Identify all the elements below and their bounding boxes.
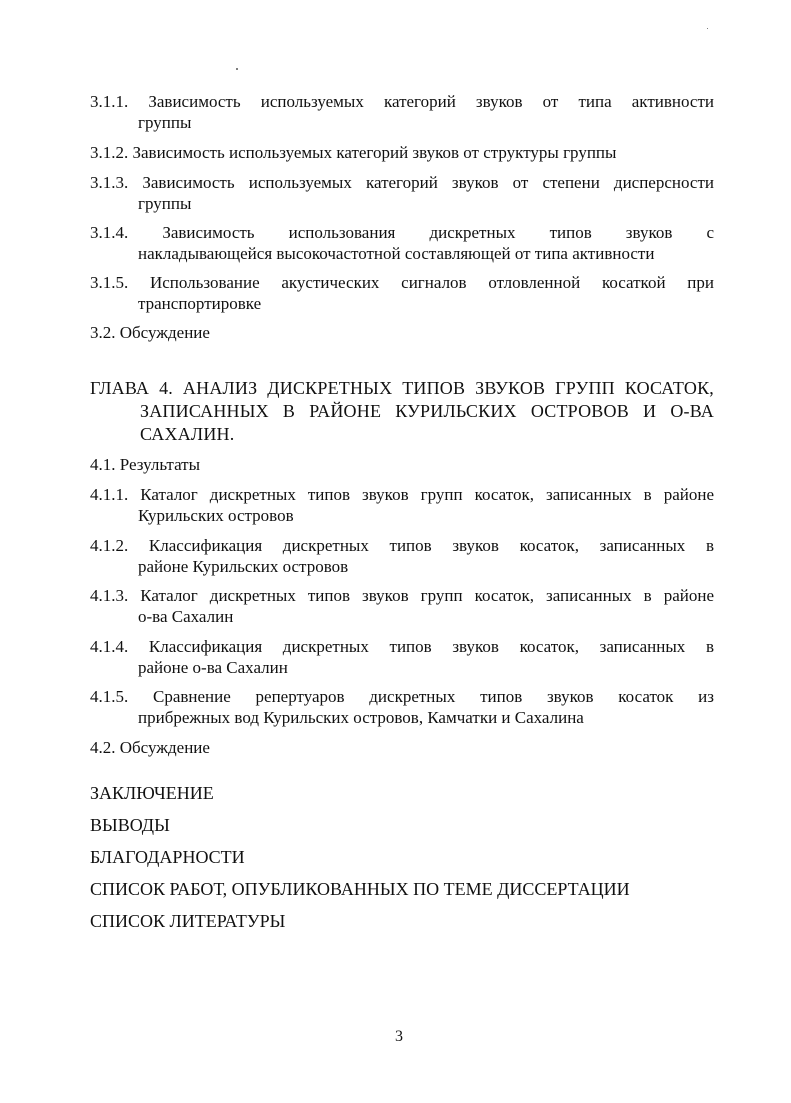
toc-entry-text: прибрежных вод Курильских островов, Камчатки и Сахалина bbox=[138, 708, 584, 727]
chapter-heading-4 bbox=[90, 377, 714, 446]
toc-section-references: СПИСОК ЛИТЕРАТУРЫ bbox=[90, 911, 286, 931]
toc-entry-4-2 bbox=[90, 737, 714, 758]
toc-entry-text: о-ва Сахалин bbox=[138, 607, 234, 626]
toc-entry-text: 3.1.3. Зависимость используемых категорий звуков от степени дисперсности bbox=[90, 173, 714, 192]
toc-section-publications: СПИСОК РАБОТ, ОПУБЛИКОВАННЫХ ПО ТЕМЕ ДИССЕРТАЦИИ bbox=[90, 879, 630, 899]
chapter-heading-text: ЗАПИСАННЫХ В РАЙОНЕ КУРИЛЬСКИХ ОСТРОВОВ И О-ВА bbox=[140, 401, 714, 421]
toc-entry-3-1-1 bbox=[90, 91, 714, 133]
toc-section-conclusion: ЗАКЛЮЧЕНИЕ bbox=[90, 783, 214, 803]
scan-speck bbox=[707, 28, 708, 29]
toc-entry-text: транспортировке bbox=[138, 294, 262, 313]
toc-entry-text: районе Курильских островов bbox=[138, 557, 349, 576]
toc-section-findings: ВЫВОДЫ bbox=[90, 815, 170, 835]
toc-entry-text: Курильских островов bbox=[138, 506, 294, 525]
toc-entry-text: 4.1.1. Каталог дискретных типов звуков групп косаток, записанных в районе bbox=[90, 485, 714, 504]
chapter-heading-text: САХАЛИН. bbox=[140, 424, 235, 444]
toc-entry-4-1-5 bbox=[90, 686, 714, 728]
page-number: 3 bbox=[395, 1028, 403, 1045]
scan-speck bbox=[236, 68, 238, 70]
toc-entry-4-1-3 bbox=[90, 585, 714, 627]
toc-entry-text: 4.2. Обсуждение bbox=[90, 738, 210, 757]
toc-entry-text: 3.1.5. Использование акустических сигналов отловленной косаткой при bbox=[90, 273, 714, 292]
toc-entry-text: 3.1.1. Зависимость используемых категорий звуков от типа активности bbox=[90, 92, 714, 111]
toc-entry-text: районе о-ва Сахалин bbox=[138, 658, 288, 677]
toc-entry-text: накладывающейся высокочастотной составляющей от типа активности bbox=[138, 244, 655, 263]
toc-entry-text: 3.1.2. Зависимость используемых категорий звуков от структуры группы bbox=[90, 143, 617, 162]
toc-entry-text: 4.1.5. Сравнение репертуаров дискретных типов звуков косаток из bbox=[90, 687, 714, 706]
toc-entry-4-1-1 bbox=[90, 484, 714, 526]
toc-entry-4-1-2 bbox=[90, 535, 714, 577]
chapter-heading-text: ГЛАВА 4. АНАЛИЗ ДИСКРЕТНЫХ ТИПОВ ЗВУКОВ ГРУПП КОСАТОК, bbox=[90, 378, 714, 398]
toc-entry-3-1-3 bbox=[90, 172, 714, 214]
toc-entry-text: 3.2. Обсуждение bbox=[90, 323, 210, 342]
toc-entry-3-1-4 bbox=[90, 222, 714, 264]
toc-entry-text: 4.1. Результаты bbox=[90, 455, 201, 474]
toc-entry-3-2 bbox=[90, 322, 714, 343]
toc-section-acknowledgements: БЛАГОДАРНОСТИ bbox=[90, 847, 245, 867]
toc-entry-text: группы bbox=[138, 194, 192, 213]
toc-entry-text: 4.1.3. Каталог дискретных типов звуков групп косаток, записанных в районе bbox=[90, 586, 714, 605]
toc-entry-text: группы bbox=[138, 113, 192, 132]
toc-entry-text: 4.1.4. Классификация дискретных типов звуков косаток, записанных в bbox=[90, 637, 714, 656]
toc-entry-3-1-2 bbox=[90, 142, 714, 163]
toc-entry-text: 4.1.2. Классификация дискретных типов звуков косаток, записанных в bbox=[90, 536, 714, 555]
toc-entry-text: 3.1.4. Зависимость использования дискретных типов звуков с bbox=[90, 223, 714, 242]
toc-entry-4-1 bbox=[90, 454, 714, 475]
toc-entry-3-1-5 bbox=[90, 272, 714, 314]
toc-entry-4-1-4 bbox=[90, 636, 714, 678]
